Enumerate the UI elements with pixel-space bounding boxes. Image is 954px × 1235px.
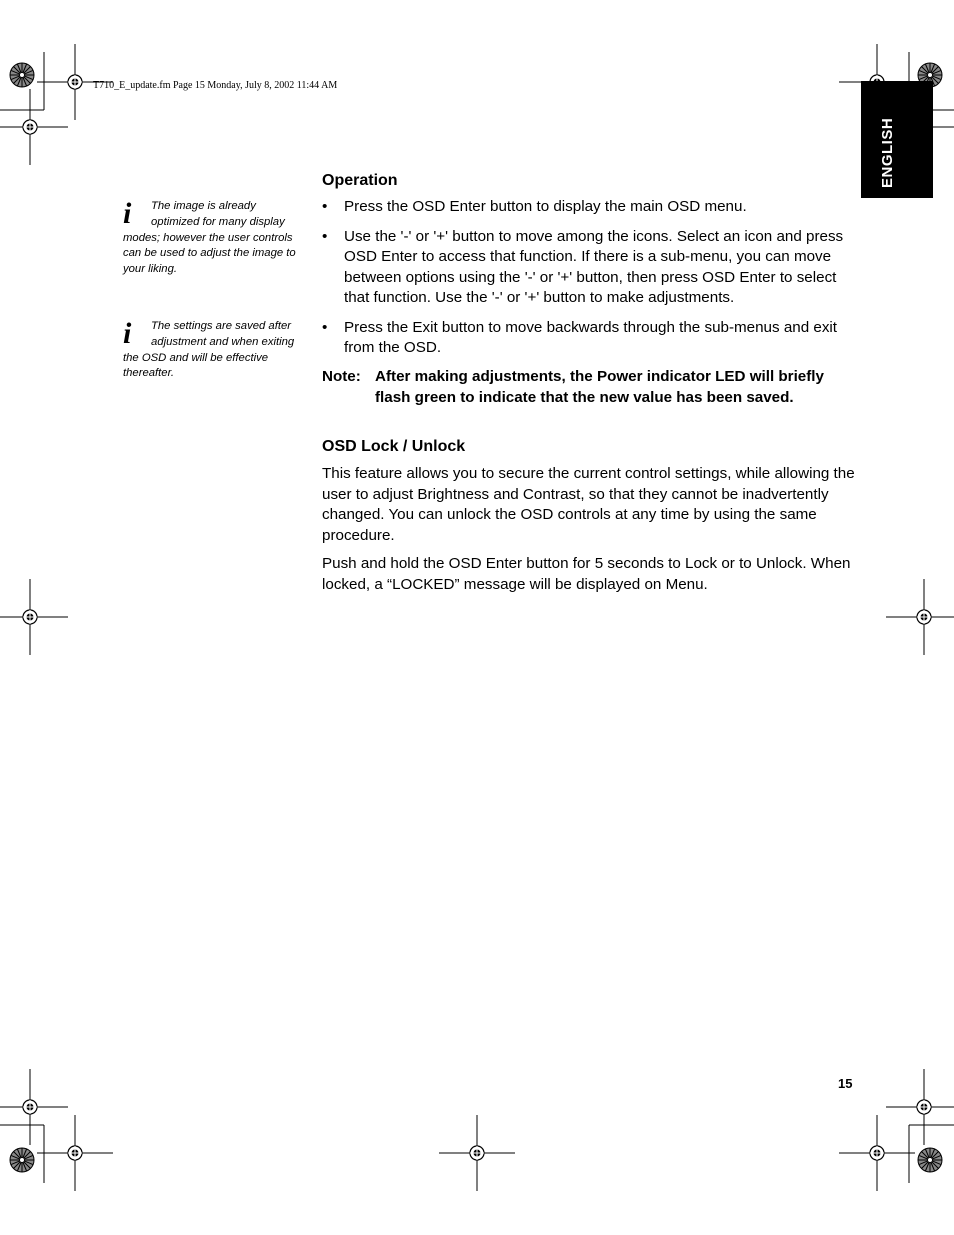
bullet-marker: • [322,318,328,336]
section-title-operation: Operation [322,172,398,189]
starburst-target-bottom-right [918,1148,942,1172]
registration-mark-middle-left [0,579,68,655]
registration-mark-bottom-left [37,1115,113,1191]
list-item [322,318,857,359]
registration-mark-top-left-lower [0,89,68,165]
registration-mark-bottom-center [439,1115,515,1191]
starburst-target-top-left [10,63,34,87]
registration-mark-middle-right [886,579,954,655]
list-item-text: Press the OSD Enter button to display the main OSD menu. [344,198,747,215]
file-header-line: T710_E_update.fm Page 15 Monday, July 8, 2002 11:44 AM [93,80,338,91]
bullet-marker: • [322,227,328,245]
list-item-text: Press the Exit button to move backwards through the sub-menus and exit from the OSD. [344,318,838,356]
side-note-text: The settings are saved after adjustment and when exiting the OSD and will be effective thereafter. [123,320,295,380]
side-note-image-optimized [123,199,305,278]
side-note-text: The image is already optimized for many display modes; however the user controls can be used to adjust the image to your liking. [123,200,296,276]
note-block [322,367,857,408]
registration-mark-bottom-right-upper [886,1069,954,1145]
language-tab [861,81,933,198]
list-item-text: Use the '-' or '+' button to move among the icons. Select an icon and press OSD Enter to access that function. If there is a sub-menu, you can move between options using the '-' or '+' button, then press OSD Enter to select that function. Use the '-' or '+' button to make adjustments. [344,227,844,306]
language-tab-label: ENGLISH [879,117,896,188]
operation-bullet-list [322,197,857,359]
bullet-marker: • [322,198,328,215]
registration-mark-bottom-right [839,1115,915,1191]
list-item [322,227,857,309]
side-note-settings-saved [123,319,305,382]
registration-mark-bottom-left-upper [0,1069,68,1145]
note-text: After making adjustments, the Power indicator LED will briefly flash green to indicate that the new value has been saved. [375,368,824,406]
starburst-target-bottom-left [10,1148,34,1172]
section-title-osd-lock: OSD Lock / Unlock [322,438,466,455]
page-number: 15 [838,1076,853,1091]
paragraph-osd-lock-description: This feature allows you to secure the current control settings, while allowing the user to adjust Brightness and Contrast, so that they cannot be inadvertently changed. You can unlock the OSD controls at any time by using the same procedure. [322,465,855,544]
info-icon: i [123,197,132,230]
paragraph-osd-lock-instructions: Push and hold the OSD Enter button for 5 seconds to Lock or to Unlock. When locked, a “LOCKED” message will be displayed on Menu. [322,555,851,593]
list-item [322,197,857,218]
note-label: Note: [322,368,361,385]
info-icon: i [123,317,132,350]
